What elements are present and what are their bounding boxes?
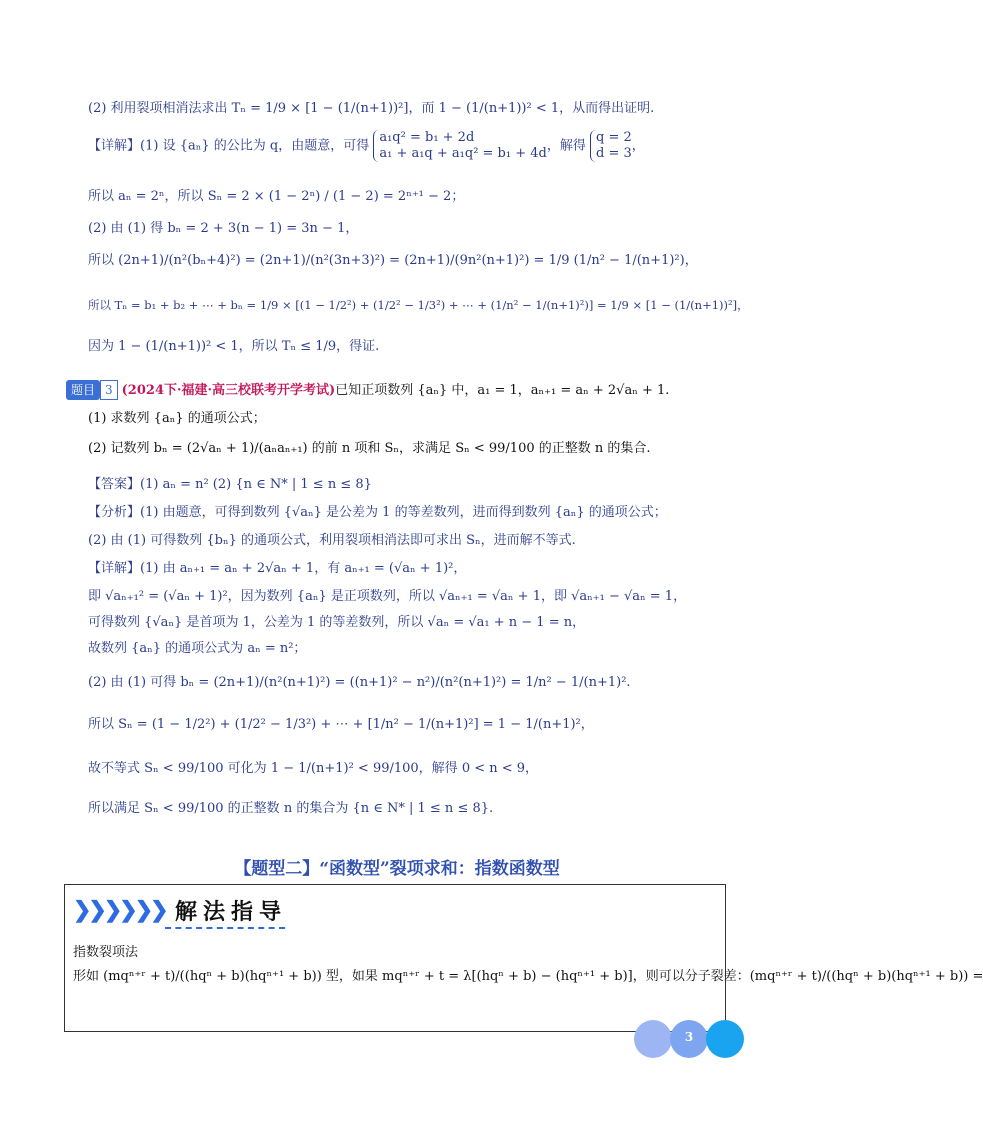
detail-line-4: 故数列 {aₙ} 的通项公式为 aₙ = n²； xyxy=(88,641,307,656)
detail-line-5: (2) 由 (1) 可得 bₙ = (2n+1)/(n²(n+1)²) = ((n+1)² − n²)/(n²(n+1)²) = 1/n² − 1/(n+1)². xyxy=(88,675,631,690)
equation-system xyxy=(373,130,547,162)
analysis-line-1 xyxy=(88,504,667,522)
system-eq-1: a₁q² = b₁ + 2d xyxy=(379,130,475,145)
detail-line-3: 可得数列 {√aₙ} 是首项为 1，公差为 1 的等差数列，所以 √aₙ = √a₁ + n − 1 = n， xyxy=(88,615,586,630)
section-title: 【题型二】“函数型”裂项求和：指数函数型 xyxy=(234,859,560,879)
detail-line-8: 所以满足 Sₙ < 99/100 的正整数 n 的集合为 {n ∈ N* | 1 ≤ n ≤ 8}. xyxy=(88,801,494,816)
analysis-text: (1) 由题意，可得到数列 {√aₙ} 是公差为 1 的等差数列，进而得到数列 {aₙ} 的通项公式； xyxy=(140,505,667,520)
question-number: 3 xyxy=(100,380,118,400)
question-text: 已知正项数列 {aₙ} 中，a₁ = 1，aₙ₊₁ = aₙ + 2√aₙ + 1. xyxy=(335,383,670,398)
solution-system xyxy=(590,130,632,162)
solution-line-4: (2) 由 (1) 得 bₙ = 2 + 3(n − 1) = 3n − 1， xyxy=(88,221,359,236)
solution-line-3: 所以 aₙ = 2ⁿ，所以 Sₙ = 2 × (1 − 2ⁿ) / (1 − 2) = 2ⁿ⁺¹ − 2； xyxy=(88,189,465,204)
detail-line-2: 即 √aₙ₊₁² = (√aₙ + 1)²，因为数列 {aₙ} 是正项数列，所以 √aₙ₊₁ = √aₙ + 1，即 √aₙ₊₁ − √aₙ = 1， xyxy=(88,589,687,604)
question-part-1: (1) 求数列 {aₙ} 的通项公式； xyxy=(88,411,266,426)
solution-tag: 【详解】 xyxy=(88,138,141,154)
sol-eq-1: q = 2 xyxy=(596,130,632,145)
solution-text-2: ，解得 xyxy=(546,138,586,154)
method-box-title: 解法指导 xyxy=(175,899,288,925)
solution-line-5: 所以 (2n+1)/(n²(bₙ+4)²) = (2n+1)/(n²(3n+3)²) = (2n+1)/(9n²(n+1)²) = 1/9 (1/n² − 1/(n+1)²)， xyxy=(88,253,698,268)
analysis-line: (2) 利用裂项相消法求出 Tₙ = 1/9 × [1 − (1/(n+1))²]，而 1 − (1/(n+1))² < 1，从而得出证明. xyxy=(88,101,655,116)
page-number-badge xyxy=(634,1020,746,1058)
answer-tag: 【答案】 xyxy=(88,477,141,492)
detail-line-7: 故不等式 Sₙ < 99/100 可化为 1 − 1/(n+1)² < 99/100，解得 0 < n < 9， xyxy=(88,761,539,776)
method-formula: 形如 (mqⁿ⁺ʳ + t)/((hqⁿ + b)(hqⁿ⁺¹ + b)) 型，如果 mqⁿ⁺ʳ + t = λ[(hqⁿ + b) − (hqⁿ⁺¹ + b)]，则可以分子裂差：(mqⁿ⁺ʳ + t)/((hqⁿ + b)(hqⁿ⁺¹ + b)) = xyxy=(73,969,983,984)
circle-decoration xyxy=(706,1020,744,1058)
circle-decoration xyxy=(634,1020,672,1058)
question-part-2: (2) 记数列 bₙ = (2√aₙ + 1)/(aₙaₙ₊₁) 的前 n 项和 Sₙ，求满足 Sₙ < 99/100 的正整数 n 的集合. xyxy=(88,441,651,456)
detail-text: (1) 由 aₙ₊₁ = aₙ + 2√aₙ + 1，有 aₙ₊₁ = (√aₙ + 1)²， xyxy=(140,561,467,576)
solution-text: (1) 设 {aₙ} 的公比为 q，由题意，可得 xyxy=(140,138,370,154)
question-stem xyxy=(66,380,669,400)
system-eq-2: a₁ + a₁q + a₁q² = b₁ + 4d xyxy=(379,146,547,161)
method-subtitle: 指数裂项法 xyxy=(73,945,139,960)
method-box xyxy=(64,884,983,1032)
question-badge: 题目 xyxy=(66,380,100,400)
detail-line-1 xyxy=(88,560,466,578)
comma: ， xyxy=(631,138,645,154)
sol-eq-2: d = 3 xyxy=(596,146,632,161)
analysis-line-2: (2) 由 (1) 可得数列 {bₙ} 的通项公式，利用裂项相消法即可求出 Sₙ，进而解不等式. xyxy=(88,533,576,548)
detail-line-6: 所以 Sₙ = (1 − 1/2²) + (1/2² − 1/3²) + ⋯ + [1/n² − 1/(n+1)²] = 1 − 1/(n+1)²， xyxy=(88,717,594,732)
answer-text: (1) aₙ = n² (2) {n ∈ N* | 1 ≤ n ≤ 8} xyxy=(140,477,372,492)
page-number: 3 xyxy=(684,1030,694,1044)
title-underline xyxy=(165,927,285,929)
solution-line-6: 所以 Tₙ = b₁ + b₂ + ⋯ + bₙ = 1/9 × [(1 − 1/2²) + (1/2² − 1/3²) + ⋯ + (1/n² − 1/(n+1)²)] = 1/9 × [1 − (1/(n+1))²]， xyxy=(88,298,749,312)
analysis-tag: 【分析】 xyxy=(88,505,141,520)
answer-line xyxy=(88,476,372,494)
solution-line-7: 因为 1 − (1/(n+1))² < 1，所以 Tₙ ≤ 1/9，得证. xyxy=(88,339,380,354)
detail-tag: 【详解】 xyxy=(88,561,141,576)
chevrons-icon: ❯❯❯❯❯❯ xyxy=(73,897,166,923)
question-source: (2024下·福建·高三校联考开学考试) xyxy=(121,383,336,398)
solution-line-1 xyxy=(88,130,645,162)
